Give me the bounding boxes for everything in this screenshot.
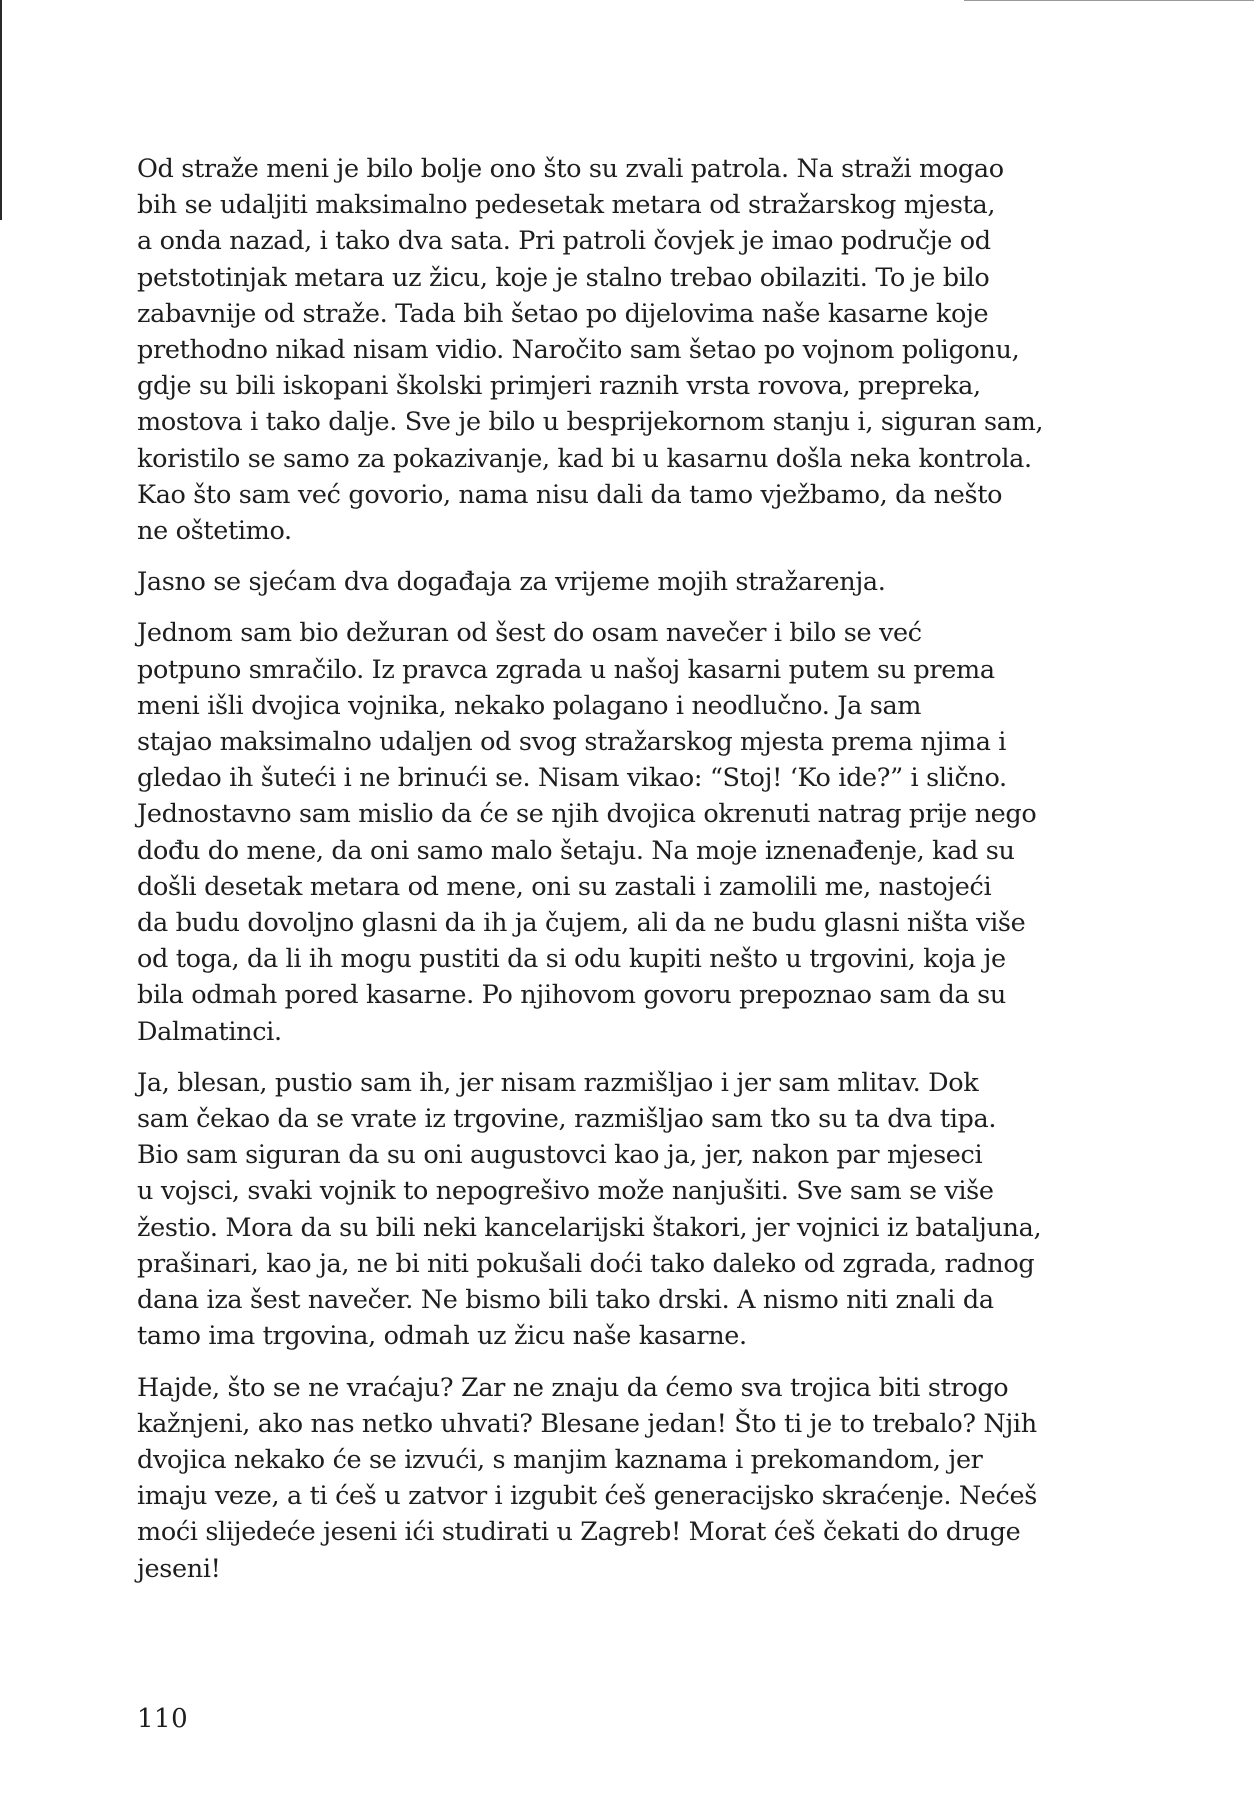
paragraph: Hajde, što se ne vraćaju? Zar ne znaju da ćemo sva trojica biti strogo kažnjeni, ako nas netko uhvati? Blesane jedan! Što ti je to trebalo? Njih dvojica nekako će se izvući, s manjim kaznama i prekomandom, jer imaju veze, a ti ćeš u zatvor i izgubit ćeš generacijsko skraćenje. Nećeš moći slijedeće jeseni ići studirati u Zagreb! Morat ćeš čekati do druge jeseni!: [137, 1372, 1037, 1584]
body-text: [137, 151, 1117, 1587]
paragraph: Jasno se sjećam dva događaja za vrijeme mojih stražarenja.: [137, 567, 886, 598]
scan-edge-left: [0, 0, 2, 220]
paragraph: Od straže meni je bilo bolje ono što su zvali patrola. Na straži mogao bih se udaljiti maksimalno pedesetak metara od stražarskog mjesta, a onda nazad, i tako dva sata. Pri patroli čovjek je imao područje od petstotinjak metara uz žicu, koje je stalno trebao obilaziti. To je bilo zabavnije od straže. Tada bih šetao po dijelovima naše kasarne koje prethodno nikad nisam vidio. Naročito sam šetao po vojnom poligonu, gdje su bili iskopani školski primjeri raznih vrsta rovova, prepreka, mostova i tako dalje. Sve je bilo u besprijekornom stanju i, siguran sam, koristilo se samo za pokazivanje, kad bi u kasarnu došla neka kontrola. Kao što sam već govorio, nama nisu dali da tamo vježbamo, da nešto ne oštetimo.: [137, 154, 1044, 547]
paragraph: Jednom sam bio dežuran od šest do osam navečer i bilo se već potpuno smračilo. Iz pravca zgrada u našoj kasarni putem su prema meni išli dvojica vojnika, nekako polagano i neodlučno. Ja sam stajao maksimalno udaljen od svog stražarskog mjesta prema njima i gledao ih šuteći i ne brinući se. Nisam vikao: “Stoj! ‘Ko ide?” i slično. Jednostavno sam mislio da će se njih dvojica okrenuti natrag prije nego dođu do mene, da oni samo malo šetaju. Na moje iznenađenje, kad su došli desetak metara od mene, oni su zastali i zamolili me, nastojeći da budu dovoljno glasni da ih ja čujem, ali da ne budu glasni ništa više od toga, da li ih mogu pustiti da si odu kupiti nešto u trgovini, koja je bila odmah pored kasarne. Po njihovom govoru prepoznao sam da su Dalmatinci.: [137, 618, 1037, 1047]
page-number: 110: [137, 1704, 189, 1734]
scan-edge-top: [964, 0, 1254, 1]
paragraph: Ja, blesan, pustio sam ih, jer nisam razmišljao i jer sam mlitav. Dok sam čekao da se vrate iz trgovine, razmišljao sam tko su ta dva tipa. Bio sam siguran da su oni augustovci kao ja, jer, nakon par mjeseci u vojsci, svaki vojnik to nepogrešivo može nanjušiti. Sve sam se više žestio. Mora da su bili neki kancelarijski štakori, jer vojnici iz bataljuna, prašinari, kao ja, ne bi niti pokušali doći tako daleko od zgrada, radnog dana iza šest navečer. Ne bismo bili tako drski. A nismo niti znali da tamo ima trgovina, odmah uz žicu naše kasarne.: [137, 1067, 1042, 1352]
